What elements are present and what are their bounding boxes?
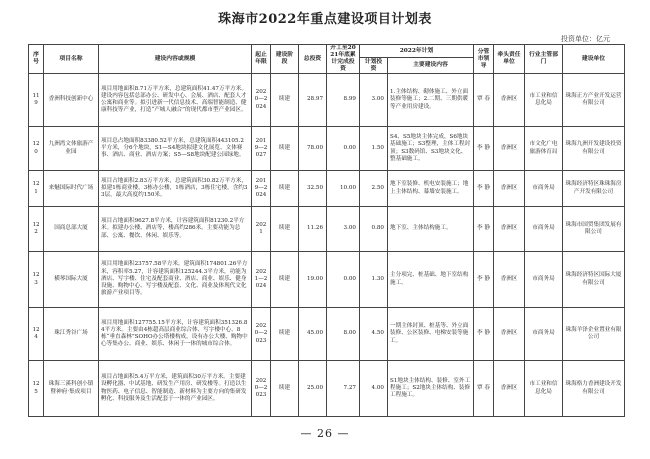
header-industry: 行业主管部门	[525, 45, 563, 74]
cell-desc: 项目用地面积127755.15平方米，计容建筑面积351326.84平方米。主要由4栋超高层商业综合体、写字楼中心、8栋“垂直森林”SOHO办公塔楼构成，设有办公大楼、购物中心等集办公、商业、娱乐、休闲于一体的城市综合体。	[99, 308, 252, 361]
cell-builder: 珠海九洲开发建设投资有限公司	[563, 127, 625, 171]
table-row	[29, 361, 625, 417]
cell-industry: 市商务局	[525, 308, 563, 361]
cell-plan-content: 一期主体封顶、桩基等、外立面装修、公区装修、电梯安装等施工。	[388, 308, 474, 361]
cell-name: 国商总部大厦	[44, 207, 99, 252]
cell-leader: 李 静	[474, 171, 494, 207]
header-years: 起止年限	[252, 45, 271, 74]
cell-industry: 市商务局	[525, 171, 563, 207]
cell-industry: 市商务局	[525, 207, 563, 252]
cell-plan-invest: 4.50	[360, 308, 388, 361]
cell-plan-invest: 1.50	[360, 127, 388, 171]
cell-industry: 市工业和信息化局	[525, 74, 563, 127]
header-seq: 序号	[29, 45, 44, 74]
cell-years: 2019—2024	[252, 171, 271, 207]
header-lead-unit: 牵头责任单位	[494, 45, 525, 74]
table-row	[29, 308, 625, 361]
cell-years: 2020—2024	[252, 74, 271, 127]
table-row	[29, 207, 625, 252]
cell-stage: 续建	[271, 252, 299, 308]
cell-leader: 覃 春	[474, 361, 494, 417]
unit-label: 投资单位：亿元	[561, 35, 610, 43]
cell-years: 2021	[252, 207, 271, 252]
cell-name: 珠海三溪科创小镇暨神府·集成项目	[44, 361, 99, 417]
cell-total: 28.97	[299, 74, 327, 127]
cell-total: 25.00	[299, 361, 327, 417]
table-row	[29, 74, 625, 127]
cell-total: 32.50	[299, 171, 327, 207]
cell-builder: 珠海格力香洲建设开发有限公司	[563, 361, 625, 417]
cell-builder: 珠海羊泽企业置业有限公司	[563, 308, 625, 361]
cell-name: 来魅国际时代广场	[44, 171, 99, 207]
cell-lead-unit: 香洲区	[494, 207, 525, 252]
header-plan-invest: 计划投资	[360, 58, 388, 74]
cell-seq: 120	[29, 127, 44, 171]
cell-cumulative: 10.00	[327, 171, 360, 207]
cell-plan-content: 主分项完、桩基础、地下室结构施工。	[388, 252, 474, 308]
cell-stage: 续建	[271, 361, 299, 417]
cell-desc: 项目用地面积8.71万平方米，总建筑面积41.47万平方米。建设内容包括总部办公、研发中心、会展、酒店、配套人才公寓和商业等。拟引进新一代信息技术、高端智能制造、健康科技等产业，打造“产城人融合”的现代都市型产业园区。	[99, 74, 252, 127]
cell-total: 45.00	[299, 308, 327, 361]
cell-plan-content: S4、S5地块主体完成，S6地块基础施工；S3整理，主体工程封顶；S3数码馆、S3地块文化、整基础施工。	[388, 127, 474, 171]
cell-builder: 珠海市国贸集团发展有限公司	[563, 207, 625, 252]
cell-stage: 续建	[271, 74, 299, 127]
header-plan-group: 2022年计划	[360, 45, 474, 58]
cell-seq: 124	[29, 308, 44, 361]
cell-plan-content: 1.主体结构、砌体施工、外立面装修等施工；2.二期、三期供暖等产业用房建设。	[388, 74, 474, 127]
cell-seq: 119	[29, 74, 44, 127]
header-builder: 建设单位	[563, 45, 625, 74]
cell-years: 2020—2023	[252, 308, 271, 361]
cell-desc: 项目用地面积23757.58平方米，建筑面积174801.26平方米，容积率5.27，计容建筑面积125244.3平方米，功能为酒店、写字楼、住宅及配套商业、酒店、商业、娱乐、健身设施、购物中心、写字楼及配套、文化、商业及体现代文化旅游产业项目等。	[99, 252, 252, 308]
cell-stage: 续建	[271, 171, 299, 207]
cell-builder: 珠海经济特区珠珠海房产开发有限公司	[563, 171, 625, 207]
cell-leader: 李 静	[474, 127, 494, 171]
cell-lead-unit: 香洲区	[494, 361, 525, 417]
cell-seq: 123	[29, 252, 44, 308]
cell-total: 78.00	[299, 127, 327, 171]
header-total: 总投资	[299, 45, 327, 74]
cell-desc: 项目占地面积9627.8平方米，计容建筑面积81230.2平方米。拟建办公楼、酒店等，楼高约286米，主要功能为总部、公寓、餐饮、休闲、娱乐等。	[99, 207, 252, 252]
cell-industry: 市文化广电旅游体育局	[525, 127, 563, 171]
cell-seq: 122	[29, 207, 44, 252]
cell-stage: 续建	[271, 308, 299, 361]
cell-cumulative: 8.00	[327, 308, 360, 361]
cell-name: 珠江秀谷广场	[44, 308, 99, 361]
cell-desc: 项目总占地面积83380.52平方米，总建筑面积443105.2平方米，分6个地块，S1—S4地块拟建文化展览、文体赛事、酒店、商业、酒店方案；S5—S8地块配建公园绿地。	[99, 127, 252, 171]
cell-builder: 珠海经济特区国际大厦有限公司	[563, 252, 625, 308]
cell-lead-unit: 香洲区	[494, 171, 525, 207]
cell-years: 2021—2024	[252, 252, 271, 308]
project-table	[28, 44, 625, 417]
header-plan-content: 主要建设内容	[388, 58, 474, 74]
cell-seq: 125	[29, 361, 44, 417]
cell-stage: 续建	[271, 127, 299, 171]
page-title: 珠海市2022年重点建设项目计划表	[218, 12, 432, 27]
header-name: 项目名称	[44, 45, 99, 74]
cell-lead-unit: 香洲区	[494, 127, 525, 171]
cell-cumulative: 8.99	[327, 74, 360, 127]
cell-stage: 续建	[271, 207, 299, 252]
cell-industry: 市工业和信息化局	[525, 361, 563, 417]
cell-builder: 珠海正方产业开发运营有限公司	[563, 74, 625, 127]
header-cumulative: 开工至2021年底累计完成投资	[327, 45, 360, 74]
cell-name: 香洲科技创新中心	[44, 74, 99, 127]
cell-leader: 李 静	[474, 207, 494, 252]
cell-plan-content: 地下室、主体结构施工。	[388, 207, 474, 252]
cell-plan-invest: 0.80	[360, 207, 388, 252]
cell-cumulative: 3.00	[327, 207, 360, 252]
cell-desc: 项目占地面积2.83万平方米，总建筑面积30.82万平方米，拟建1栋商业楼，3栋办公楼，1栋酒店，3栋住宅楼，含约33层，最大高度约150米。	[99, 171, 252, 207]
cell-leader: 李 静	[474, 308, 494, 361]
cell-total: 11.26	[299, 207, 327, 252]
cell-plan-invest: 4.00	[360, 361, 388, 417]
cell-plan-content: 地下室装修、机电安装施工；地上主体结构、幕墙安装施工。	[388, 171, 474, 207]
cell-total: 19.00	[299, 252, 327, 308]
cell-plan-content: S1地块主体结构、装修、室外工程施工；S2地块主体结构、装修工程施工。	[388, 361, 474, 417]
cell-cumulative: 0.00	[327, 252, 360, 308]
table-row	[29, 127, 625, 171]
cell-cumulative: 7.27	[327, 361, 360, 417]
header-stage: 建设阶段	[271, 45, 299, 74]
cell-plan-invest: 3.00	[360, 74, 388, 127]
cell-plan-invest: 1.30	[360, 252, 388, 308]
cell-lead-unit: 香洲区	[494, 308, 525, 361]
header-desc: 建设内容或规模	[99, 45, 252, 74]
cell-plan-invest: 2.50	[360, 171, 388, 207]
table-body	[29, 74, 625, 417]
page-number: — 26 —	[300, 427, 350, 440]
cell-name: 横琴国际大厦	[44, 252, 99, 308]
cell-lead-unit: 香洲区	[494, 252, 525, 308]
cell-years: 2019—2027	[252, 127, 271, 171]
cell-cumulative: 0.00	[327, 127, 360, 171]
cell-seq: 121	[29, 171, 44, 207]
cell-leader: 覃 春	[474, 74, 494, 127]
cell-desc: 项目占地面积5.4万平方米，建筑面积30万平方米。主要建设孵化器、中试基地、研发生产用房、研发楼等。打造以生物医药、电子信息、智能制造、新材料为主要方向的集研发孵化、科技服务及生活配套于一体的产业园区。	[99, 361, 252, 417]
table-row	[29, 252, 625, 308]
cell-lead-unit: 香洲区	[494, 74, 525, 127]
table-row	[29, 171, 625, 207]
cell-years: 2020—2023	[252, 361, 271, 417]
header-leader: 分管市领导	[474, 45, 494, 74]
cell-industry: 市商务局	[525, 252, 563, 308]
cell-leader: 李 静	[474, 252, 494, 308]
cell-name: 九洲湾文体旅游产业园	[44, 127, 99, 171]
